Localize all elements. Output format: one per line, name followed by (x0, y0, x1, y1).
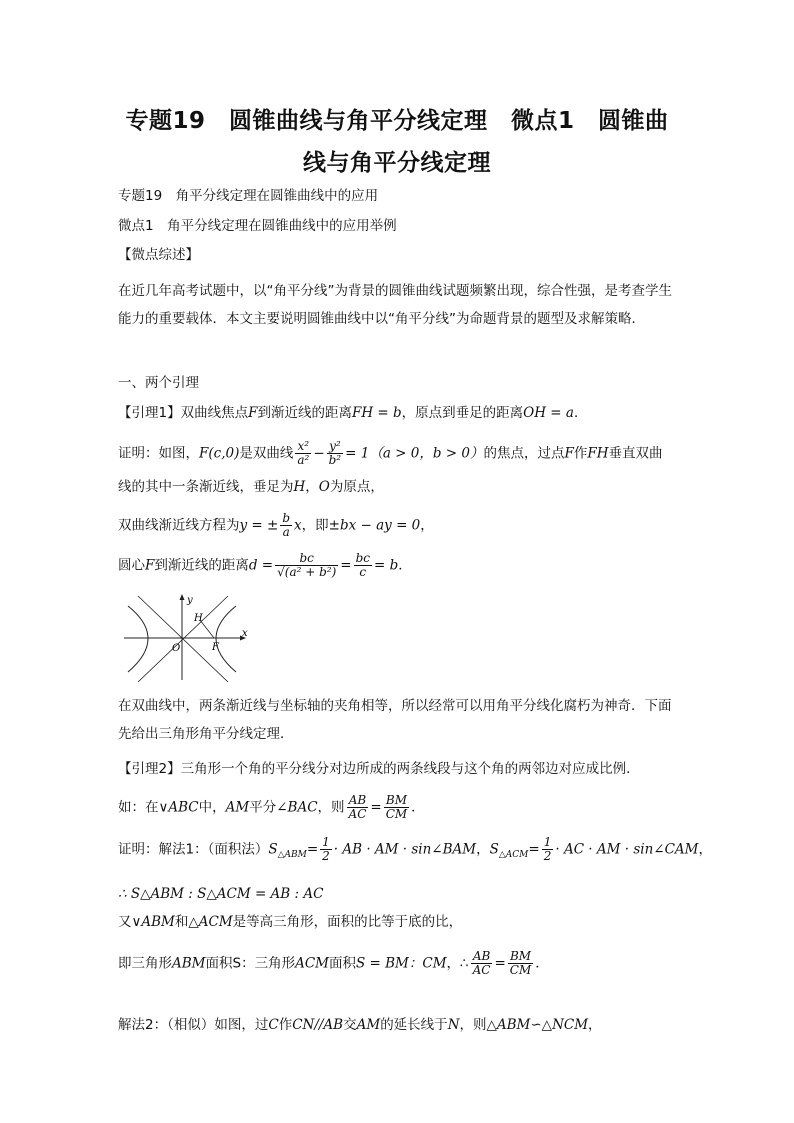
solution-1-line-1 (118, 836, 712, 864)
solution-2-line-1 (118, 1016, 602, 1034)
text: 又 (118, 914, 132, 930)
proof-1-line-1 (118, 440, 663, 467)
numerator: 1 (322, 835, 330, 849)
math: S (268, 841, 278, 858)
math: △ACM (188, 914, 233, 930)
text: 作 (573, 445, 588, 462)
math: △ABM∽△NCM (486, 1017, 589, 1033)
text: ， (420, 517, 434, 534)
fraction (295, 440, 311, 467)
math: y = ± (239, 517, 279, 534)
math: O (318, 479, 330, 495)
math: N (447, 1017, 460, 1033)
math: − (313, 445, 325, 462)
math: = b (374, 557, 399, 574)
math: = (340, 557, 352, 574)
proof-1-line-4 (118, 552, 412, 579)
overview-paragraph: 在近几年高考试题中，以“角平分线”为背景的圆锥曲线试题频繁出现，综合性强，是考查学生能力的重要载体．本文主要说明圆锥曲线中以“角平分线”为命题背景的题型及求解策略． (118, 283, 672, 327)
math: F (564, 445, 574, 462)
text: ， (698, 841, 712, 858)
label-h: H (194, 613, 203, 624)
solution-1-line-3 (118, 913, 462, 931)
text: ， (476, 841, 490, 858)
text: 解法2：（相似）如图，过 (118, 1017, 269, 1033)
numerator: AB (347, 794, 369, 808)
numerator: bc (275, 552, 338, 566)
text: 面积S：三角形 (205, 955, 296, 972)
denominator: AC (348, 807, 367, 821)
denominator: a² (297, 453, 310, 467)
denominator: a (282, 525, 290, 539)
left-branch (128, 606, 148, 672)
denominator: √(a² + b²) (277, 565, 337, 579)
numerator: BM (508, 950, 533, 964)
fraction (471, 950, 493, 977)
math: ∨ABC (158, 799, 199, 816)
subscript: △ACM (498, 850, 529, 861)
subtitle-point: 微点1 角平分线定理在圆锥曲线中的应用举例 (118, 218, 397, 234)
page-title (60, 100, 734, 184)
numerator: b (282, 511, 291, 525)
fraction (384, 794, 409, 821)
label-o: O (172, 643, 181, 654)
numerator: 1 (543, 835, 552, 849)
fraction (542, 836, 554, 863)
math: FH (587, 445, 609, 462)
lemma-2-statement (118, 760, 640, 778)
subtitle-topic: 专题19 角平分线定理在圆锥曲线中的应用 (118, 188, 379, 204)
math: ∨ABM (131, 914, 175, 930)
text: ． (573, 405, 588, 421)
subscript: △ABM (277, 850, 307, 861)
math: S (489, 841, 499, 858)
text: ． (535, 955, 549, 972)
fraction (347, 794, 369, 821)
fraction (280, 512, 292, 539)
math: ∠BAC (276, 799, 318, 816)
lemma-1-tag: 【引理1】 (118, 405, 181, 421)
math: AM (225, 799, 250, 816)
math: AM (356, 1017, 381, 1033)
math: x (294, 517, 302, 534)
denominator: 2 (543, 849, 552, 863)
math: ACM (295, 955, 329, 972)
label-y: y (187, 595, 193, 606)
title-line-2: 线与角平分线定理 (303, 150, 491, 176)
math: d = (248, 557, 274, 574)
fraction (320, 836, 332, 863)
text: ， (305, 479, 319, 495)
numerator: bc (355, 551, 370, 565)
solution-1-ratio: ∴ S△ABM : S△ACM = AB : AC (118, 886, 324, 902)
fraction (354, 552, 372, 579)
numerator: AB (471, 950, 493, 964)
math: = (528, 841, 540, 858)
overview-heading: 【微点综述】 (118, 247, 199, 263)
text: 证明：解法1：（面积法） (118, 841, 269, 858)
math: = (306, 841, 319, 858)
bridge-paragraph: 在双曲线中，两条渐近线与坐标轴的夹角相等，所以经常可以用角平分线化腐朽为神奇．下面先给出三角形角平分线定理． (118, 698, 672, 742)
denominator: CM (385, 807, 408, 821)
text: 和 (174, 914, 189, 930)
lemma-2-example (118, 794, 425, 821)
text: ． (411, 799, 425, 816)
section-heading-lemmas: 一、两个引理 (118, 375, 199, 391)
math: = (370, 799, 382, 816)
math: F (248, 405, 258, 421)
lemma-2-tag: 【引理2】 (118, 761, 181, 777)
text: ，则 (459, 1017, 487, 1033)
fraction (275, 552, 338, 579)
text: ， (588, 1017, 602, 1033)
fraction (327, 440, 344, 467)
numerator: BM (384, 794, 409, 808)
label-x: x (242, 628, 248, 639)
math: OH = a (523, 405, 574, 421)
text: 垂直双曲 (608, 445, 663, 462)
text: 到渐近线的距离 (154, 557, 249, 574)
label-f: F (212, 642, 219, 653)
math: = (494, 955, 506, 972)
text: 的延长线于 (380, 1017, 448, 1033)
text: 交 (343, 1017, 357, 1033)
right-branch (216, 606, 236, 672)
hyperbola-figure (124, 592, 252, 682)
math: CN//AB (292, 1017, 344, 1033)
text: 即三角形 (118, 955, 172, 972)
math: ABM (172, 955, 206, 972)
text: 中， (198, 799, 226, 816)
text: 如：在 (118, 799, 159, 816)
fraction (508, 950, 533, 977)
title-line-1: 专题19 圆锥曲线与角平分线定理 微点1 圆锥曲 (125, 108, 669, 134)
text: 三角形一个角的平分线分对边所成的两条线段与这个角的两邻边对应成比例． (180, 761, 640, 777)
text: ，∴ (446, 955, 469, 972)
text: 到渐近线的距离 (257, 405, 352, 421)
denominator: c (359, 565, 367, 579)
proof-1-line-2 (118, 478, 384, 496)
solution-1-line-4 (118, 950, 549, 977)
math: H (293, 479, 306, 495)
text: ，原点到垂足的距离 (401, 405, 524, 421)
proof-1-line-3 (118, 512, 434, 539)
y-axis-arrow (180, 594, 185, 600)
numerator: x² (295, 440, 311, 454)
text: 作 (278, 1017, 293, 1033)
math: FH = b (351, 405, 402, 421)
denominator: b² (328, 453, 342, 467)
lemma-1-statement (118, 404, 587, 422)
text: ，即 (301, 517, 329, 534)
denominator: 2 (322, 849, 330, 863)
text: 是等高三角形，面积的比等于底的比， (232, 914, 463, 930)
math: C (268, 1017, 279, 1033)
text: 平分 (249, 799, 277, 816)
denominator: CM (509, 963, 532, 977)
text: 证明：如图， (118, 445, 199, 462)
math: F(c,0) (199, 445, 240, 462)
numerator: y² (327, 440, 344, 454)
text: 的焦点，过点 (483, 445, 565, 462)
text: 面积 (328, 955, 356, 972)
text: ，则 (317, 799, 345, 816)
text: 圆心 (118, 557, 145, 574)
text: 为原点， (329, 479, 384, 495)
math: · AC · AM · sin∠CAM (555, 841, 699, 858)
text: 是双曲线 (239, 445, 294, 462)
math: F (145, 557, 155, 574)
math: ±bx − ay = 0 (328, 517, 421, 534)
math: S = BM：CM (355, 955, 447, 972)
text: 线的其中一条渐近线，垂足为 (118, 479, 294, 495)
math: = 1（a > 0，b > 0） (345, 445, 484, 462)
denominator: AC (472, 963, 491, 977)
text: 双曲线渐近线方程为 (118, 517, 240, 534)
text: 双曲线焦点 (180, 405, 249, 421)
text: ． (398, 557, 412, 574)
math: · AB · AM · sin∠BAM (333, 841, 477, 858)
